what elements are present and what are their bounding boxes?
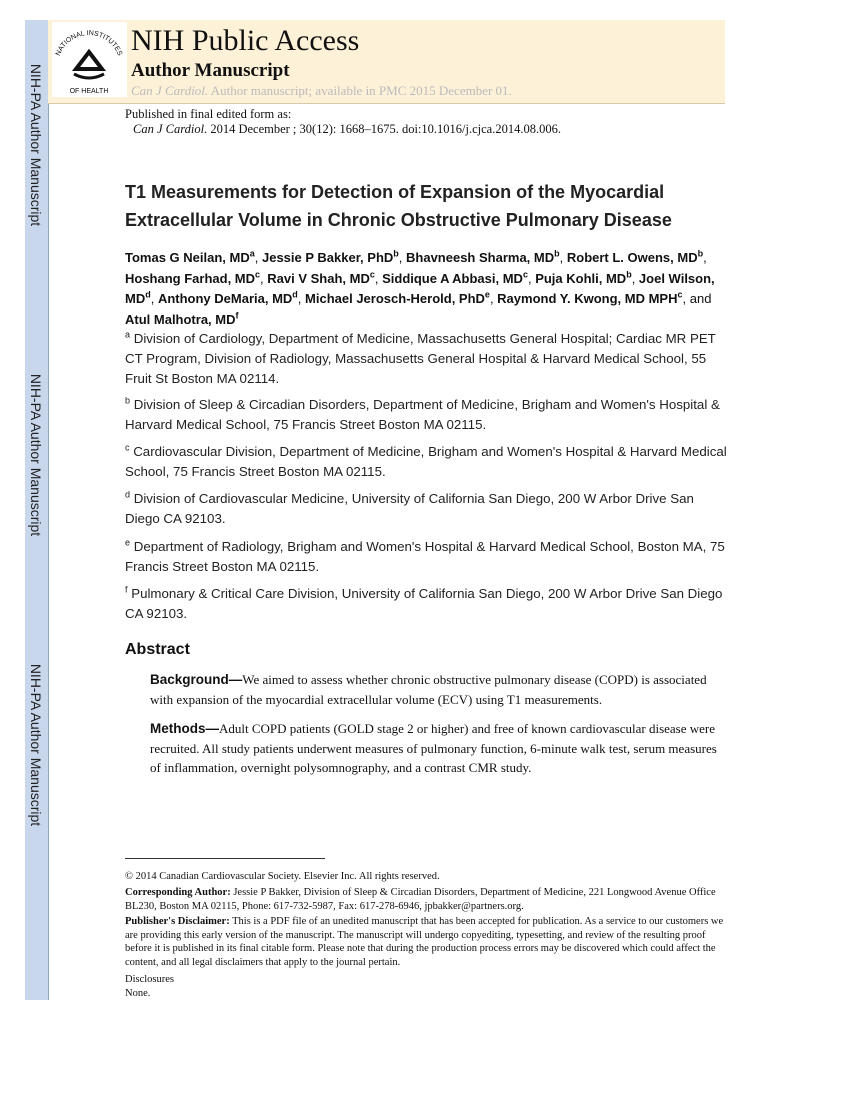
author-list bbox=[125, 248, 730, 330]
author: Robert L. Owens, $MD^b$, bbox=[566, 248, 707, 265]
nih-logo-icon bbox=[52, 22, 127, 97]
author: Bhavneesh Sharma, $MD^b$, bbox=[406, 248, 567, 265]
author: Puja Kohli, $MD^b$, bbox=[535, 269, 639, 286]
affiliation: $^d$ Division of Cardiovascular Medicine, University of California San Diego, 200 W Arbor Drive San Diego CA 92103. bbox=[125, 489, 694, 526]
sidebar-label: NIH-PA Author Manuscript bbox=[28, 63, 45, 227]
author: Atul Malhotra, $MD^f$ bbox=[125, 310, 239, 327]
author: Siddique A Abbasi, $MD^c$, bbox=[382, 269, 536, 286]
author: Michael Jerosch-Herold, PhD$^e$, bbox=[305, 289, 498, 306]
abstract-methods: Methods—Adult COPD patients (GOLD stage 2 or higher) and free of known cardiovascular disease were recruited. All study patients underwent measures of pulmonary function, 6-minute walk test, serum measures of inflammation, overnight polysomnography, and a contrast CMR study. bbox=[150, 721, 717, 775]
header-title: NIH Public Access bbox=[131, 24, 360, 57]
disclosures: Disclosures None. bbox=[125, 974, 174, 999]
sidebar-band bbox=[25, 20, 49, 1000]
abstract-heading: Abstract bbox=[125, 641, 190, 658]
svg-text:NATIONAL INSTITUTES: NATIONAL INSTITUTES bbox=[54, 29, 124, 57]
sidebar-label: NIH-PA Author Manuscript bbox=[28, 373, 45, 537]
affiliation: $^b$ Division of Sleep & Circadian Disorders, Department of Medicine, Brigham and Women's Hospital & Harvard Medical School, 75 Francis Street Boston MA 02115. bbox=[125, 395, 720, 432]
sidebar-label: NIH-PA Author Manuscript bbox=[28, 663, 45, 827]
article-title: T1 Measurements for Detection of Expansion of the Myocardial Extracellular Volume in Chronic Obstructive Pulmonary Disease bbox=[125, 182, 672, 230]
author: Ravi V Shah, $MD^c$, bbox=[267, 269, 383, 286]
header-subtitle: Author Manuscript bbox=[131, 60, 290, 81]
published-note: Published in final edited form as: Can J Cardiol. 2014 December ; 30(12): 1668–1675. doi:10.1016/j.cjca.2014.08.006. bbox=[125, 107, 561, 136]
availability-line: Can J Cardiol. Author manuscript; available in PMC 2015 December 01. bbox=[131, 83, 512, 98]
author: Tomas G Neilan, $MD^a$, bbox=[125, 248, 262, 265]
copyright: © 2014 Canadian Cardiovascular Society. Elsevier Inc. All rights reserved. bbox=[125, 871, 440, 882]
author: Raymond Y. Kwong, MD MPH$^c$, and bbox=[497, 289, 712, 306]
author: Hoshang Farhad, $MD^c$, bbox=[125, 269, 268, 286]
abstract-background: Background—We aimed to assess whether chronic obstructive pulmonary disease (COPD) is associated with expansion of the myocardial extracellular volume (ECV) using T1 measurements. bbox=[150, 672, 707, 707]
svg-text:OF HEALTH: OF HEALTH bbox=[69, 88, 109, 95]
footnote-divider bbox=[125, 858, 325, 859]
publisher-disclaimer: Publisher's Disclaimer: This is a PDF file of an unedited manuscript that has been accepted for publication. As a service to our customers we are providing this early version of the manuscript. The manuscript will undergo copyediting, typesetting, and review of the resulting proof before it is published in its final citable form. Please note that during the production process errors may be discovered which could affect the content, and all legal disclaimers that apply to the journal pertain. bbox=[125, 916, 724, 968]
author: Anthony DeMaria, $MD^d$, bbox=[157, 289, 306, 306]
affiliation: $^c$ Cardiovascular Division, Department of Medicine, Brigham and Women's Hospital & Harvard Medical School, 75 Francis Street Boston MA 02115. bbox=[125, 442, 727, 479]
author: Joel Wilson, $MD^d$, bbox=[125, 270, 715, 306]
affiliation: $^e$ Department of Radiology, Brigham and Women's Hospital & Harvard Medical School, Boston MA, 75 Francis Street Boston MA 02115. bbox=[125, 537, 725, 574]
affiliation: $^a$ Division of Cardiology, Department of Medicine, Massachusetts General Hospital; Cardiac MR PET CT Program, Division of Radiology, Massachusetts General Hospital & Harvard Medical School, 55 Fruit St Boston MA 02114. bbox=[125, 329, 716, 386]
author: Jessie P Bakker, PhD$^b$, bbox=[261, 248, 407, 265]
corresponding-author: Corresponding Author: Jessie P Bakker, Division of Sleep & Circadian Disorders, Department of Medicine, 221 Longwood Avenue Office BL230, Boston MA 02115, Phone: 617-732-5987, Fax: 617-278-6946, jpbakker@partners.org. bbox=[125, 887, 716, 912]
affiliation: $^f$ Pulmonary & Critical Care Division, University of California San Diego, 200 W Arbor Drive San Diego CA 92103. bbox=[125, 584, 723, 621]
